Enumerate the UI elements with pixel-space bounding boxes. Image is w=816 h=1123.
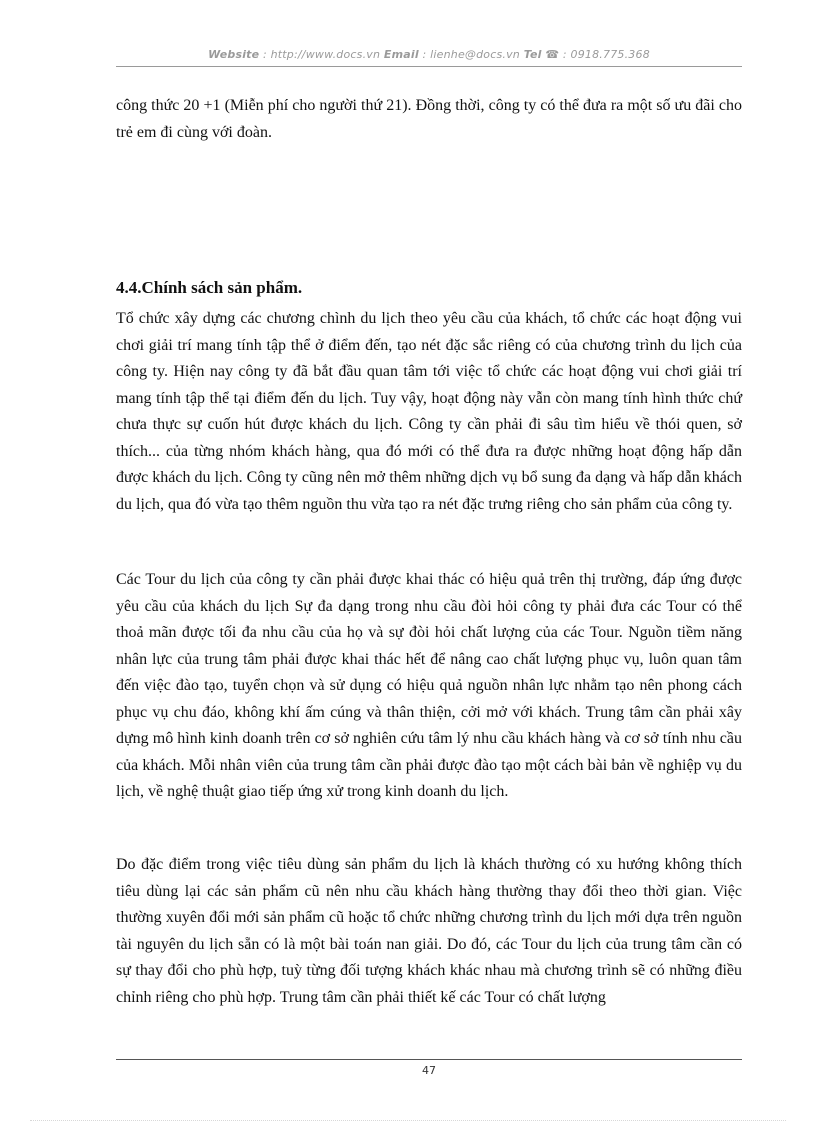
email-label: Email bbox=[383, 48, 419, 61]
tours-paragraph: Các Tour du lịch của công ty cần phải được khai thác có hiệu quả trên thị trường, đáp ứng được yêu cầu của khách du lịch Sự đa dạng trong nhu cầu đòi hỏi công ty phải đưa các Tour có thể thoả mãn được tối đa nhu cầu của họ và sự đòi hỏi chất lượng của các Tour. Nguồn tiềm năng nhân lực của trung tâm phải được khai thác hết để nâng cao chất lượng phục vụ, luôn quan tâm đến việc đào tạo, tuyển chọn và sử dụng có hiệu quả nguồn nhân lực nhằm tạo nên phong cách phục vụ chu đáo, không khí ấm cúng và thân thiện, cởi mở với khách. Trung tâm cần phải xây dựng mô hình kinh doanh trên cơ sở nghiên cứu tâm lý nhu cầu khách hàng và cơ sở tính nhu cầu của khách. Mỗi nhân viên của trung tâm cần phải được đào tạo một cách bài bản về nghiệp vụ du lịch, về nghệ thuật giao tiếp ứng xử trong kinh doanh du lịch. bbox=[116, 571, 742, 800]
page-header bbox=[116, 48, 742, 61]
tel-label: Tel bbox=[523, 48, 542, 61]
consumption-paragraph: Do đặc điểm trong việc tiêu dùng sản phẩm du lịch là khách thường có xu hướng không thích tiêu dùng lại các sản phẩm cũ nên nhu cầu khách hàng thường thay đổi theo thời gian. Việc thường xuyên đổi mới sản phẩm cũ hoặc tổ chức những chương trình du lịch mới dựa trên nguồn tài nguyên du lịch sẵn có là một bài toán nan giải. Do đó, các Tour du lịch của trung tâm cần có sự thay đổi cho phù hợp, tuỳ từng đối tượng khách khác nhau mà chương trình sẽ có những điều chỉnh riêng cho phù hợp. Trung tâm cần phải thiết kế các Tour có chất lượng bbox=[116, 856, 742, 1006]
page-bottom-border bbox=[30, 1120, 786, 1121]
section-heading: 4.4.Chính sách sản phẩm. bbox=[116, 278, 303, 297]
header-divider bbox=[116, 66, 742, 67]
website-label: Website bbox=[208, 48, 260, 61]
email-address: : lienhe@docs.vn bbox=[422, 48, 520, 61]
website-url: : http://www.docs.vn bbox=[263, 48, 381, 61]
intro-paragraph: công thức 20 +1 (Miễn phí cho người thứ 21). Đồng thời, công ty có thể đưa ra một số ưu đãi cho trẻ em đi cùng với đoàn. bbox=[116, 97, 742, 141]
tel-number: ☎ : 0918.775.368 bbox=[545, 48, 650, 61]
page-number: 47 bbox=[422, 1064, 436, 1077]
product-policy-paragraph: Tổ chức xây dựng các chương chình du lịch theo yêu cầu của khách, tổ chức các hoạt động vui chơi giải trí mang tính tập thể ở điểm đến, tạo nét đặc sắc riêng có của chương trình du lịch của công ty. Hiện nay công ty đã bắt đầu quan tâm tới việc tổ chức các hoạt động vui chơi giải trí mang tính tập thể tại điểm đến du lịch. Tuy vậy, hoạt động này vẫn còn mang tính hình thức chứ chưa thực sự cuốn hút được khách du lịch. Công ty cần phải đi sâu tìm hiểu về thói quen, sở thích... của từng nhóm khách hàng, qua đó mới có thể đưa ra được những hoạt động hấp dẫn được khách du lịch. Công ty cũng nên mở thêm những dịch vụ bổ sung đa dạng và hấp dẫn khách du lịch, qua đó vừa tạo thêm nguồn thu vừa tạo ra nét đặc trưng riêng cho sản phẩm của công ty. bbox=[116, 310, 742, 513]
footer-divider bbox=[116, 1059, 742, 1060]
